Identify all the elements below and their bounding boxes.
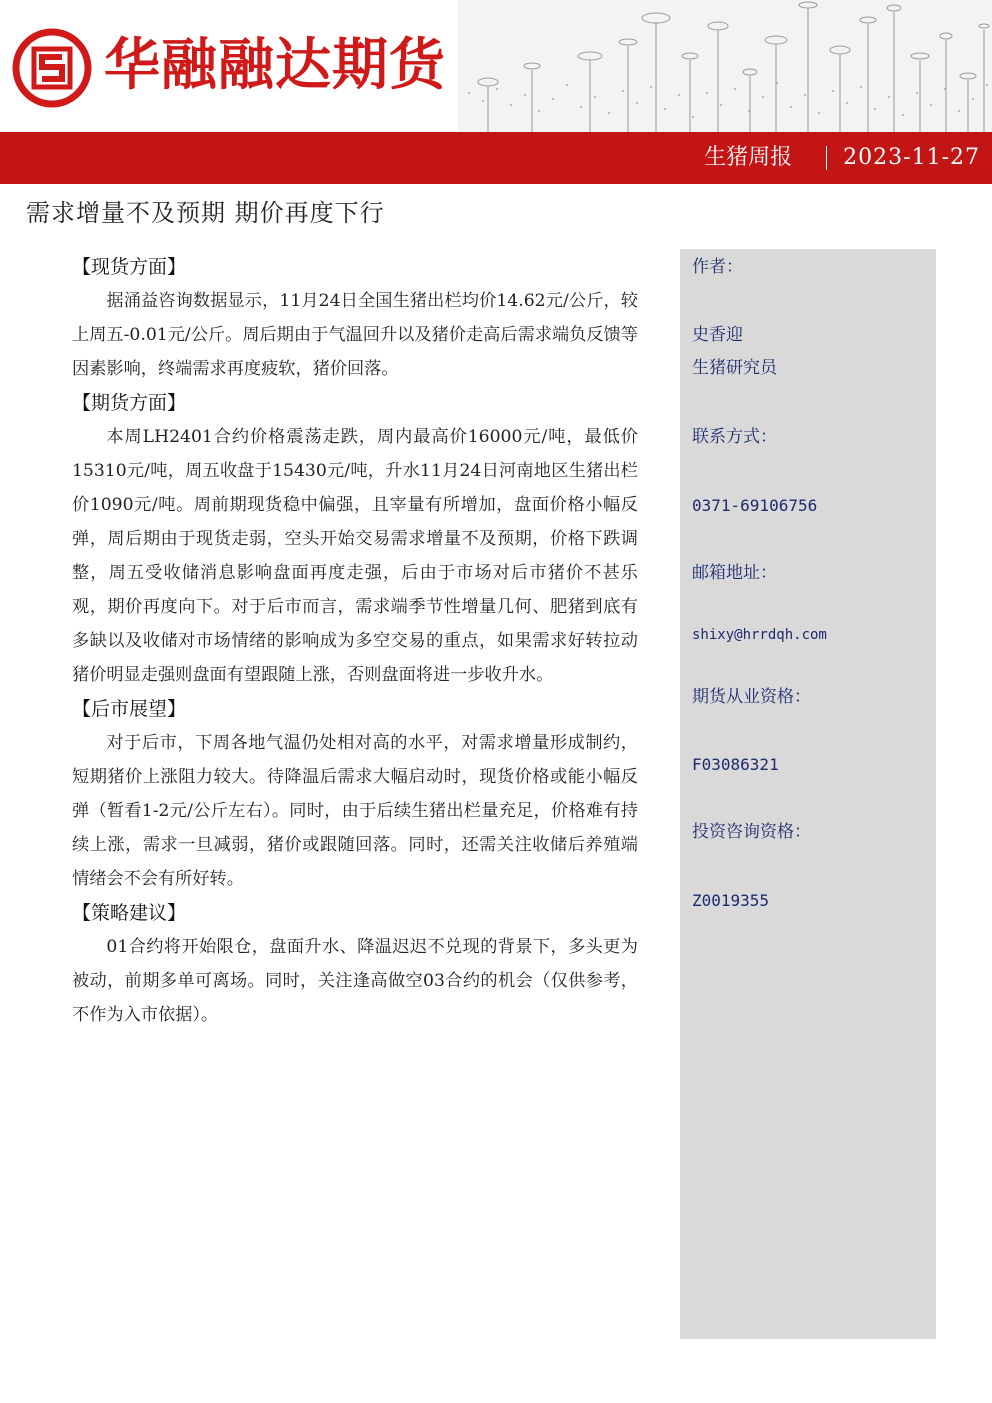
band-divider [826,146,827,170]
contact-label: 联系方式： [692,427,777,447]
brand-name: 华融融达期货 [104,33,446,98]
decorative-pins-graphic [458,0,992,132]
email-address[interactable]: shixy@hrrdqh.com [692,627,827,643]
section-title-spot: 【现货方面】 [72,256,187,278]
author-name: 史香迎 [692,325,743,345]
section-paragraph-spot: 据涌益咨询数据显示，11月24日全国生猪出栏均价14.62元/公斤，较上周五-0.01元/公斤。周后期由于气温回升以及猪价走高后需求端负反馈等因素影响，终端需求再度疲软，猪价回落。 [72,291,638,379]
futures-qualification-label: 期货从业资格： [692,687,811,707]
section-paragraph-strategy: 01合约将开始限仓，盘面升水、降温迟迟不兑现的背景下，多头更为被动，前期多单可离场。同时，关注逢高做空03合约的机会（仅供参考，不作为入市依据）。 [72,937,638,1025]
email-label: 邮箱地址： [692,563,777,583]
futures-qualification-number: F03086321 [692,755,779,774]
section-title-futures: 【期货方面】 [72,392,187,414]
section-title-outlook: 【后市展望】 [72,698,187,720]
report-headline: 需求增量不及预期 期价再度下行 [26,199,385,227]
report-header [0,0,992,132]
report-date: 2023-11-27 [843,145,980,170]
investment-qualification-label: 投资咨询资格： [692,822,811,842]
author-label: 作者： [692,257,743,277]
section-paragraph-futures: 本周LH2401合约价格震荡走跌，周内最高价16000元/吨，最低价15310元/吨，周五收盘于15430元/吨，升水11月24日河南地区生猪出栏价1090元/吨。周前期现货稳中偏强，且宰量有所增加，盘面价格小幅反弹，周后期由于现货走弱，空头开始交易需求增量不及预期，价格下跌调整，周五受收储消息影响盘面再度走强，后由于市场对后市猪价不甚乐观，期价再度向下。对于后市而言，需求端季节性增量几何、肥猪到底有多缺以及收储对市场情绪的影响成为多空交易的重点，如果需求好转拉动猪价明显走强则盘面有望跟随上涨，否则盘面将进一步收升水。 [72,427,638,685]
company-logo-s-icon [12,28,92,108]
author-sidebar [680,249,936,1339]
band-text [704,132,980,184]
report-type: 生猪周报 [704,145,793,170]
investment-qualification-number: Z0019355 [692,891,770,910]
section-title-strategy: 【策略建议】 [72,902,187,924]
author-title: 生猪研究员 [692,358,777,378]
main-content [72,250,638,1032]
phone-number: 0371-69106756 [692,496,818,515]
section-paragraph-outlook: 对于后市，下周各地气温仍处相对高的水平，对需求增量形成制约，短期猪价上涨阻力较大。待降温后需求大幅启动时，现货价格或能小幅反弹（暂看1-2元/公斤左右）。同时，由于后续生猪出栏量充足，价格难有持续上涨，需求一旦减弱，猪价或跟随回落。同时，还需关注收储后养殖端情绪会不会有所好转。 [72,733,638,889]
